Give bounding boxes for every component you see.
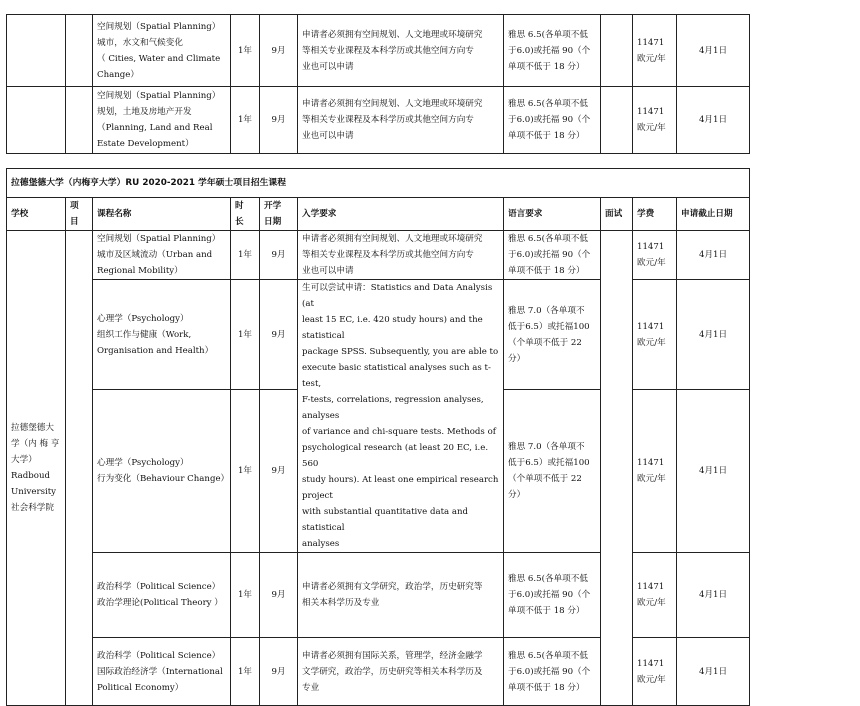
start-date-cell: 9月 bbox=[260, 553, 298, 638]
program-table bbox=[6, 168, 750, 706]
header-start-date: 开学 日期 bbox=[260, 198, 298, 231]
item-cell bbox=[66, 15, 93, 87]
admission-requirement-cell: 申请者必须拥有文学研究，政治学，历史研究等 相关本科学历及专业 bbox=[298, 553, 504, 638]
interview-cell bbox=[601, 231, 633, 706]
course-name-cell: 心理学（Psychology） 行为变化（Behaviour Change） bbox=[93, 390, 231, 553]
table-row bbox=[7, 87, 750, 154]
tuition-fee-cell: 11471 欧元/年 bbox=[633, 553, 677, 638]
course-name-cell: 政治科学（Political Science） 政治学理论(Political Theory ） bbox=[93, 553, 231, 638]
deadline-cell: 4月1日 bbox=[677, 553, 750, 638]
language-requirement-cell: 雅思 6.5(各单项不低 于6.0)或托福 90（个 单项不低于 18 分） bbox=[504, 15, 601, 87]
course-name-cell: 空间规划（Spatial Planning） 城市，水文和气候变化 （ Cities, Water and Climate Change） bbox=[93, 15, 231, 87]
language-requirement-cell: 雅思 6.5(各单项不低 于6.0)或托福 90（个 单项不低于 18 分） bbox=[504, 553, 601, 638]
duration-cell: 1年 bbox=[231, 231, 260, 280]
start-date-cell: 9月 bbox=[260, 15, 298, 87]
deadline-cell: 4月1日 bbox=[677, 231, 750, 280]
header-interview: 面试 bbox=[601, 198, 633, 231]
course-name-cell: 空间规划（Spatial Planning） 规划，土地及房地产开发 （Planning, Land and Real Estate Development） bbox=[93, 87, 231, 154]
tuition-fee-cell: 11471 欧元/年 bbox=[633, 15, 677, 87]
duration-cell: 1年 bbox=[231, 280, 260, 390]
tuition-fee-cell: 11471 欧元/年 bbox=[633, 231, 677, 280]
table-title: 拉德堡德大学（内梅亨大学）RU 2020-2021 学年硕士项目招生课程 bbox=[7, 169, 750, 198]
school-cell bbox=[7, 15, 66, 87]
admission-requirement-cell: 生可以尝试申请：Statistics and Data Analysis (at least 15 EC, i.e. 420 study hours) and the statistical package SPSS. Subsequently, you are able to execute basic statistical analyses such as t-test, F-tests, correlations, regression analyses, analyses of variance and chi-square tests. Methods of psychological research (at least 20 EC, i.e. 560 study hours). At least one empirical research project with substantial quantitative data and statistical analyses bbox=[298, 280, 504, 553]
school-name-cell: 拉德堡德大 学（内 梅 亨 大学） Radboud University 社会科学院 bbox=[7, 231, 66, 706]
deadline-cell: 4月1日 bbox=[677, 87, 750, 154]
item-cell bbox=[66, 231, 93, 706]
start-date-cell: 9月 bbox=[260, 231, 298, 280]
deadline-cell: 4月1日 bbox=[677, 280, 750, 390]
header-school: 学校 bbox=[7, 198, 66, 231]
language-requirement-cell: 雅思 6.5(各单项不低 于6.0)或托福 90（个 单项不低于 18 分） bbox=[504, 638, 601, 706]
header-item: 项 目 bbox=[66, 198, 93, 231]
admission-requirement-cell: 申请者必须拥有空间规划、人文地理或环境研究 等相关专业课程及本科学历或其他空间方向专 业也可以申请 bbox=[298, 15, 504, 87]
language-requirement-cell: 雅思 7.0（各单项不 低于6.5）或托福100 （个单项不低于 22 分） bbox=[504, 280, 601, 390]
table-row bbox=[7, 231, 750, 280]
tuition-fee-cell: 11471 欧元/年 bbox=[633, 638, 677, 706]
start-date-cell: 9月 bbox=[260, 390, 298, 553]
header-admission-requirement: 入学要求 bbox=[298, 198, 504, 231]
school-cell bbox=[7, 87, 66, 154]
table-title-row bbox=[7, 169, 750, 198]
tuition-fee-cell: 11471 欧元/年 bbox=[633, 87, 677, 154]
course-name-cell: 空间规划（Spatial Planning） 城市及区域流动（Urban and Regional Mobility） bbox=[93, 231, 231, 280]
header-row bbox=[7, 198, 750, 231]
item-cell bbox=[66, 87, 93, 154]
header-deadline: 申请截止日期 bbox=[677, 198, 750, 231]
deadline-cell: 4月1日 bbox=[677, 15, 750, 87]
program-table-continuation bbox=[6, 14, 750, 154]
language-requirement-cell: 雅思 6.5(各单项不低 于6.0)或托福 90（个 单项不低于 18 分） bbox=[504, 87, 601, 154]
header-language-requirement: 语言要求 bbox=[504, 198, 601, 231]
start-date-cell: 9月 bbox=[260, 280, 298, 390]
duration-cell: 1年 bbox=[231, 87, 260, 154]
table-row bbox=[7, 638, 750, 706]
duration-cell: 1年 bbox=[231, 390, 260, 553]
deadline-cell: 4月1日 bbox=[677, 390, 750, 553]
tuition-fee-cell: 11471 欧元/年 bbox=[633, 390, 677, 553]
admission-requirement-cell: 申请者必须拥有空间规划、人文地理或环境研究 等相关专业课程及本科学历或其他空间方向专 业也可以申请 bbox=[298, 231, 504, 280]
tuition-fee-cell: 11471 欧元/年 bbox=[633, 280, 677, 390]
table-row bbox=[7, 553, 750, 638]
duration-cell: 1年 bbox=[231, 638, 260, 706]
course-name-cell: 心理学（Psychology） 组织工作与健康（Work, Organisation and Health） bbox=[93, 280, 231, 390]
interview-cell bbox=[601, 87, 633, 154]
language-requirement-cell: 雅思 7.0（各单项不 低于6.5）或托福100 （个单项不低于 22 分） bbox=[504, 390, 601, 553]
header-tuition-fee: 学费 bbox=[633, 198, 677, 231]
header-course: 课程名称 bbox=[93, 198, 231, 231]
duration-cell: 1年 bbox=[231, 553, 260, 638]
table-row bbox=[7, 280, 750, 390]
header-duration: 时 长 bbox=[231, 198, 260, 231]
admission-requirement-cell: 申请者必须拥有空间规划、人文地理或环境研究 等相关专业课程及本科学历或其他空间方向专 业也可以申请 bbox=[298, 87, 504, 154]
interview-cell bbox=[601, 15, 633, 87]
start-date-cell: 9月 bbox=[260, 87, 298, 154]
table-row bbox=[7, 15, 750, 87]
start-date-cell: 9月 bbox=[260, 638, 298, 706]
course-name-cell: 政治科学（Political Science） 国际政治经济学（International Political Economy） bbox=[93, 638, 231, 706]
language-requirement-cell: 雅思 6.5(各单项不低 于6.0)或托福 90（个 单项不低于 18 分） bbox=[504, 231, 601, 280]
admission-requirement-cell: 申请者必须拥有国际关系，管理学，经济金融学 文学研究，政治学，历史研究等相关本科学历及 专业 bbox=[298, 638, 504, 706]
deadline-cell: 4月1日 bbox=[677, 638, 750, 706]
duration-cell: 1年 bbox=[231, 15, 260, 87]
